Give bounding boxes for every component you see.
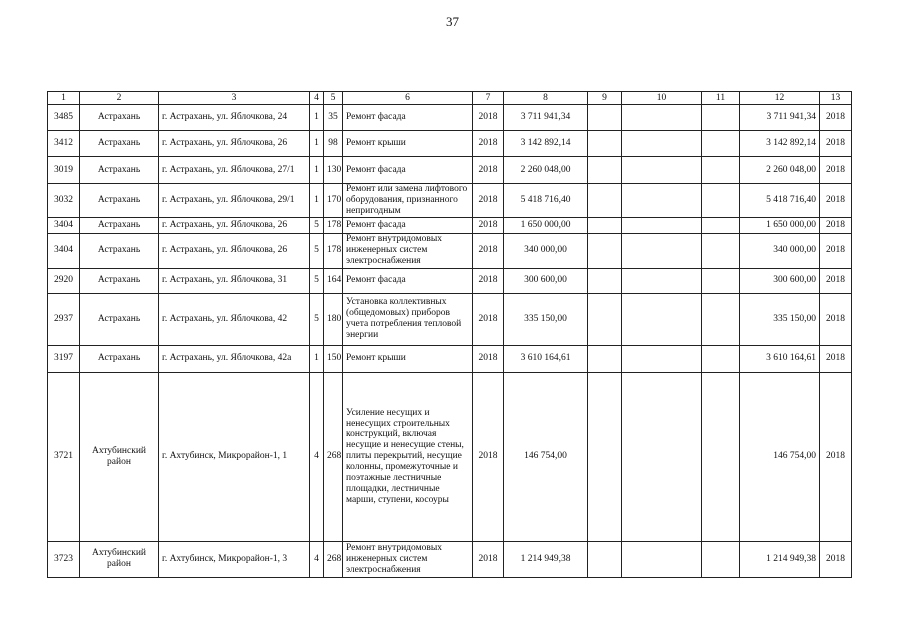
- amount-cell: 1 214 949,38: [504, 541, 588, 577]
- col9-cell: [588, 105, 622, 131]
- col5-cell: 170: [324, 184, 343, 218]
- end-year-cell: 2018: [820, 372, 852, 541]
- page-number: 37: [446, 14, 459, 29]
- table-row: [48, 345, 852, 372]
- row-id: 3404: [48, 217, 80, 233]
- address-cell: г. Астрахань, ул. Яблочкова, 42: [159, 293, 310, 345]
- col10-cell: [622, 345, 702, 372]
- amount-cell: 300 600,00: [504, 268, 588, 293]
- end-year-cell: 2018: [820, 217, 852, 233]
- total-amount-cell: 5 418 716,40: [740, 184, 820, 218]
- col11-cell: [702, 233, 740, 268]
- table-row: [48, 105, 852, 131]
- year-cell: 2018: [473, 131, 504, 157]
- col4-cell: 1: [310, 184, 324, 218]
- col5-cell: 130: [324, 157, 343, 184]
- col5-cell: 268: [324, 541, 343, 577]
- end-year-cell: 2018: [820, 293, 852, 345]
- col10-cell: [622, 157, 702, 184]
- col4-cell: 1: [310, 345, 324, 372]
- col-header-8: 8: [504, 92, 588, 105]
- col4-cell: 5: [310, 293, 324, 345]
- total-amount-cell: 340 000,00: [740, 233, 820, 268]
- amount-cell: 340 000,00: [504, 233, 588, 268]
- table-row: [48, 541, 852, 577]
- col9-cell: [588, 184, 622, 218]
- row-id: 3197: [48, 345, 80, 372]
- col5-cell: 178: [324, 233, 343, 268]
- end-year-cell: 2018: [820, 105, 852, 131]
- col-header-4: 4: [310, 92, 324, 105]
- col9-cell: [588, 131, 622, 157]
- col-header-12: 12: [740, 92, 820, 105]
- amount-cell: 3 711 941,34: [504, 105, 588, 131]
- col-header-7: 7: [473, 92, 504, 105]
- year-cell: 2018: [473, 233, 504, 268]
- address-cell: г. Астрахань, ул. Яблочкова, 26: [159, 233, 310, 268]
- row-id: 3019: [48, 157, 80, 184]
- row-id: 3032: [48, 184, 80, 218]
- row-id: 3723: [48, 541, 80, 577]
- region-cell: Астрахань: [80, 268, 159, 293]
- table-row: [48, 217, 852, 233]
- address-cell: г. Астрахань, ул. Яблочкова, 42а: [159, 345, 310, 372]
- work-type-cell: Ремонт или замена лифтового оборудования, признанного непригодным: [343, 184, 473, 218]
- work-type-cell: Ремонт внутридомовых инженерных систем электроснабжения: [343, 233, 473, 268]
- work-type-cell: Установка коллективных (общедомовых) приборов учета потребления тепловой энергии: [343, 293, 473, 345]
- work-type-cell: Ремонт фасада: [343, 268, 473, 293]
- amount-cell: 3 142 892,14: [504, 131, 588, 157]
- col9-cell: [588, 541, 622, 577]
- table-body: [48, 105, 852, 578]
- table-row: [48, 157, 852, 184]
- address-cell: г. Астрахань, ул. Яблочкова, 31: [159, 268, 310, 293]
- col-header-9: 9: [588, 92, 622, 105]
- row-id: 3404: [48, 233, 80, 268]
- col5-cell: 150: [324, 345, 343, 372]
- col4-cell: 4: [310, 372, 324, 541]
- total-amount-cell: 3 711 941,34: [740, 105, 820, 131]
- end-year-cell: 2018: [820, 233, 852, 268]
- col4-cell: 5: [310, 217, 324, 233]
- column-number-row: [48, 92, 852, 105]
- col10-cell: [622, 541, 702, 577]
- col9-cell: [588, 268, 622, 293]
- amount-cell: 146 754,00: [504, 372, 588, 541]
- year-cell: 2018: [473, 345, 504, 372]
- col5-cell: 180: [324, 293, 343, 345]
- col11-cell: [702, 293, 740, 345]
- address-cell: г. Ахтубинск, Микрорайон-1, 1: [159, 372, 310, 541]
- end-year-cell: 2018: [820, 345, 852, 372]
- col-header-1: 1: [48, 92, 80, 105]
- table-row: [48, 233, 852, 268]
- region-cell: Астрахань: [80, 184, 159, 218]
- total-amount-cell: 335 150,00: [740, 293, 820, 345]
- total-amount-cell: 146 754,00: [740, 372, 820, 541]
- col5-cell: 178: [324, 217, 343, 233]
- col9-cell: [588, 345, 622, 372]
- year-cell: 2018: [473, 184, 504, 218]
- col-header-11: 11: [702, 92, 740, 105]
- row-id: 2920: [48, 268, 80, 293]
- col10-cell: [622, 293, 702, 345]
- col9-cell: [588, 372, 622, 541]
- region-cell: Ахтубинский район: [80, 372, 159, 541]
- table-row: [48, 268, 852, 293]
- col5-cell: 164: [324, 268, 343, 293]
- total-amount-cell: 2 260 048,00: [740, 157, 820, 184]
- amount-cell: 3 610 164,61: [504, 345, 588, 372]
- total-amount-cell: 1 650 000,00: [740, 217, 820, 233]
- region-cell: Астрахань: [80, 233, 159, 268]
- amount-cell: 335 150,00: [504, 293, 588, 345]
- col-header-13: 13: [820, 92, 852, 105]
- col10-cell: [622, 372, 702, 541]
- col11-cell: [702, 372, 740, 541]
- col5-cell: 98: [324, 131, 343, 157]
- amount-cell: 2 260 048,00: [504, 157, 588, 184]
- year-cell: 2018: [473, 293, 504, 345]
- col4-cell: 1: [310, 157, 324, 184]
- col-header-5: 5: [324, 92, 343, 105]
- address-cell: г. Астрахань, ул. Яблочкова, 26: [159, 131, 310, 157]
- year-cell: 2018: [473, 372, 504, 541]
- work-type-cell: Ремонт фасада: [343, 217, 473, 233]
- col11-cell: [702, 345, 740, 372]
- row-id: 3485: [48, 105, 80, 131]
- region-cell: Ахтубинский район: [80, 541, 159, 577]
- amount-cell: 1 650 000,00: [504, 217, 588, 233]
- col10-cell: [622, 233, 702, 268]
- address-cell: г. Ахтубинск, Микрорайон-1, 3: [159, 541, 310, 577]
- col-header-2: 2: [80, 92, 159, 105]
- table-row: [48, 372, 852, 541]
- work-type-cell: Ремонт крыши: [343, 345, 473, 372]
- end-year-cell: 2018: [820, 184, 852, 218]
- col-header-3: 3: [159, 92, 310, 105]
- col11-cell: [702, 184, 740, 218]
- year-cell: 2018: [473, 105, 504, 131]
- col11-cell: [702, 268, 740, 293]
- col5-cell: 35: [324, 105, 343, 131]
- table-row: [48, 131, 852, 157]
- col10-cell: [622, 105, 702, 131]
- col11-cell: [702, 541, 740, 577]
- total-amount-cell: 1 214 949,38: [740, 541, 820, 577]
- row-id: 3412: [48, 131, 80, 157]
- col11-cell: [702, 157, 740, 184]
- col-header-6: 6: [343, 92, 473, 105]
- row-id: 2937: [48, 293, 80, 345]
- col9-cell: [588, 293, 622, 345]
- work-type-cell: Ремонт внутридомовых инженерных систем электроснабжения: [343, 541, 473, 577]
- col9-cell: [588, 233, 622, 268]
- table-row: [48, 293, 852, 345]
- row-id: 3721: [48, 372, 80, 541]
- address-cell: г. Астрахань, ул. Яблочкова, 24: [159, 105, 310, 131]
- col-header-10: 10: [622, 92, 702, 105]
- address-cell: г. Астрахань, ул. Яблочкова, 27/1: [159, 157, 310, 184]
- work-type-cell: Ремонт фасада: [343, 157, 473, 184]
- region-cell: Астрахань: [80, 105, 159, 131]
- year-cell: 2018: [473, 157, 504, 184]
- col4-cell: 1: [310, 105, 324, 131]
- year-cell: 2018: [473, 541, 504, 577]
- year-cell: 2018: [473, 217, 504, 233]
- col9-cell: [588, 157, 622, 184]
- address-cell: г. Астрахань, ул. Яблочкова, 29/1: [159, 184, 310, 218]
- table-row: [48, 184, 852, 218]
- address-cell: г. Астрахань, ул. Яблочкова, 26: [159, 217, 310, 233]
- region-cell: Астрахань: [80, 293, 159, 345]
- year-cell: 2018: [473, 268, 504, 293]
- col11-cell: [702, 217, 740, 233]
- col4-cell: 5: [310, 233, 324, 268]
- amount-cell: 5 418 716,40: [504, 184, 588, 218]
- region-cell: Астрахань: [80, 217, 159, 233]
- col10-cell: [622, 268, 702, 293]
- col11-cell: [702, 131, 740, 157]
- end-year-cell: 2018: [820, 157, 852, 184]
- col4-cell: 5: [310, 268, 324, 293]
- work-type-cell: Усиление несущих и ненесущих строительных конструкций, включая несущие и ненесущие стены, плиты перекрытий, несущие колонны, промежуточные и поэтажные лестничные площадки, лестничные марши, ступени, косоуры: [343, 372, 473, 541]
- total-amount-cell: 300 600,00: [740, 268, 820, 293]
- total-amount-cell: 3 142 892,14: [740, 131, 820, 157]
- col5-cell: 268: [324, 372, 343, 541]
- col11-cell: [702, 105, 740, 131]
- col9-cell: [588, 217, 622, 233]
- capital-repair-table: [47, 91, 852, 578]
- work-type-cell: Ремонт фасада: [343, 105, 473, 131]
- region-cell: Астрахань: [80, 131, 159, 157]
- end-year-cell: 2018: [820, 268, 852, 293]
- col10-cell: [622, 131, 702, 157]
- region-cell: Астрахань: [80, 157, 159, 184]
- work-type-cell: Ремонт крыши: [343, 131, 473, 157]
- col10-cell: [622, 184, 702, 218]
- end-year-cell: 2018: [820, 541, 852, 577]
- end-year-cell: 2018: [820, 131, 852, 157]
- total-amount-cell: 3 610 164,61: [740, 345, 820, 372]
- col10-cell: [622, 217, 702, 233]
- region-cell: Астрахань: [80, 345, 159, 372]
- col4-cell: 1: [310, 131, 324, 157]
- col4-cell: 4: [310, 541, 324, 577]
